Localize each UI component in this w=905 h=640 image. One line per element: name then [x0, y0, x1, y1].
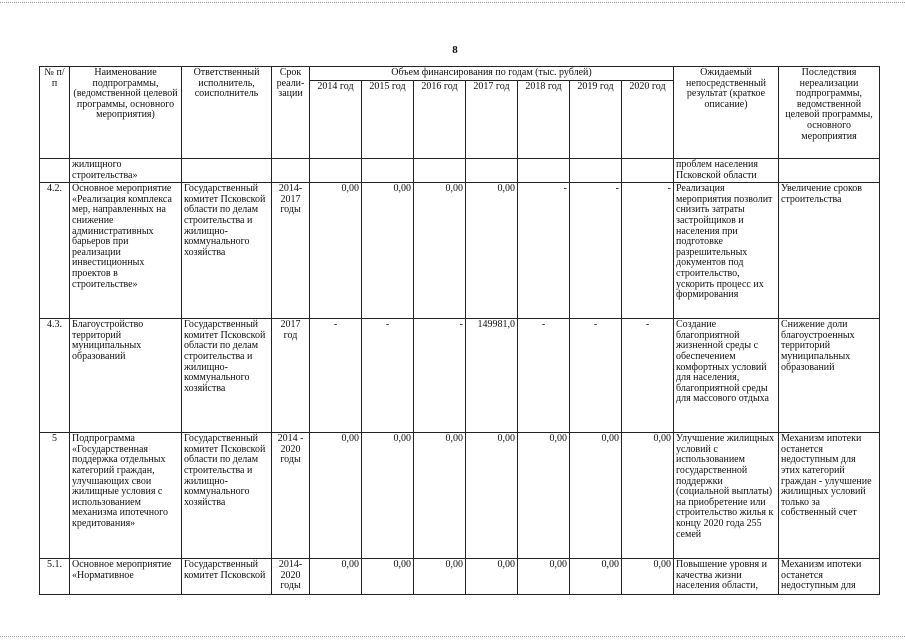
- cell-result: Повышение уровня и качества жизни населения области,: [674, 559, 779, 595]
- cell-value: -: [622, 319, 674, 433]
- cell-value: 0,00: [310, 433, 362, 559]
- cell-value: 0,00: [466, 183, 518, 319]
- cell-value: -: [310, 319, 362, 433]
- cell-value: 0,00: [310, 559, 362, 595]
- cell-value: [362, 159, 414, 183]
- scan-edge-bottom: [0, 636, 905, 637]
- header-row: [40, 67, 880, 81]
- cell-name: Подпрограмма «Государственная поддержка отдельных категорий граждан, улучшающих свои жилищные условия с использованием механизма ипотечного кредитования»: [70, 433, 182, 559]
- cell-value: 0,00: [362, 183, 414, 319]
- cell-result: Создание благоприятной жизненной среды с обеспечением комфортных условий для населения, благоприятной среды для массового отдыха: [674, 319, 779, 433]
- cell-executor: [182, 159, 272, 183]
- cell-value: [310, 159, 362, 183]
- cell-value: -: [518, 319, 570, 433]
- cell-value: [414, 159, 466, 183]
- cell-value: -: [414, 319, 466, 433]
- table-row: [40, 559, 880, 595]
- cell-value: 0,00: [466, 433, 518, 559]
- header-year: 2020 год: [622, 81, 674, 159]
- cell-executor: Государственный комитет Псковской: [182, 559, 272, 595]
- cell-term: [272, 159, 310, 183]
- cell-value: -: [570, 319, 622, 433]
- scan-edge-top: [0, 2, 905, 3]
- header-result: Ожидаемый непосредственный результат (краткое описание): [674, 67, 779, 159]
- header-financing: Объем финансирования по годам (тыс. рублей): [310, 67, 674, 81]
- cell-name: Основное мероприятие «Реализация комплекса мер, направленных на снижение административных барьеров при реализации инвестиционных проектов в строительстве»: [70, 183, 182, 319]
- cell-value: 0,00: [414, 183, 466, 319]
- cell-name: жилищного строительства»: [70, 159, 182, 183]
- header-num: № п/п: [40, 67, 70, 159]
- cell-term: 2014 - 2020 годы: [272, 433, 310, 559]
- cell-name: Основное мероприятие «Нормативное: [70, 559, 182, 595]
- cell-value: 0,00: [466, 559, 518, 595]
- cell-num: 5.1.: [40, 559, 70, 595]
- cell-term: 2014-2020 годы: [272, 559, 310, 595]
- page-number: 8: [452, 44, 458, 56]
- table-row: [40, 433, 880, 559]
- header-year: 2015 год: [362, 81, 414, 159]
- cell-executor: Государственный комитет Псковской области по делам строительства и жилищно-коммунального хозяйства: [182, 319, 272, 433]
- cell-value: 0,00: [310, 183, 362, 319]
- cell-consequences: Механизм ипотеки останется недоступным для: [779, 559, 880, 595]
- cell-num: 5: [40, 433, 70, 559]
- cell-consequences: Увеличение сроков строительства: [779, 183, 880, 319]
- financing-table: [39, 66, 880, 595]
- table-row: [40, 183, 880, 319]
- cell-value: 0,00: [414, 559, 466, 595]
- cell-executor: Государственный комитет Псковской области по делам строительства и жилищно-коммунального хозяйства: [182, 183, 272, 319]
- cell-name: Благоустройство территорий муниципальных образований: [70, 319, 182, 433]
- header-executor: Ответственный исполнитель, соисполнитель: [182, 67, 272, 159]
- cell-value: [622, 159, 674, 183]
- header-name: Наименование подпрограммы, (ведомственной целевой программы, основного мероприятия): [70, 67, 182, 159]
- cell-result: Реализация мероприятия позволит снизить затраты застройщиков и населения при подготовке разрешительных документов под строительство, ускорить процесс их формирования: [674, 183, 779, 319]
- cell-value: 0,00: [570, 559, 622, 595]
- cell-value: [518, 159, 570, 183]
- cell-value: 0,00: [414, 433, 466, 559]
- header-term: Срок реали-зации: [272, 67, 310, 159]
- cell-value: 0,00: [518, 433, 570, 559]
- cell-value: 0,00: [570, 433, 622, 559]
- cell-result: Улучшение жилищных условий с использованием государственной поддержки (социальной выплаты) на приобретение или строительство жилья к концу 2020 года 255 семей: [674, 433, 779, 559]
- header-year: 2014 год: [310, 81, 362, 159]
- cell-value: [466, 159, 518, 183]
- cell-value: [570, 159, 622, 183]
- header-year: 2016 год: [414, 81, 466, 159]
- cell-value: -: [518, 183, 570, 319]
- cell-result: проблем населения Псковской области: [674, 159, 779, 183]
- header-consequences: Последствия нереализации подпрограммы, ведомственной целевой программы, основного мероприятия: [779, 67, 880, 159]
- cell-term: 2017 год: [272, 319, 310, 433]
- cell-value: 149981,0: [466, 319, 518, 433]
- header-year: 2019 год: [570, 81, 622, 159]
- cell-consequences: Снижение доли благоустроенных территорий муниципальных образований: [779, 319, 880, 433]
- cell-value: -: [362, 319, 414, 433]
- cell-num: 4.2.: [40, 183, 70, 319]
- cell-term: 2014-2017 годы: [272, 183, 310, 319]
- cell-value: 0,00: [622, 559, 674, 595]
- cell-value: -: [570, 183, 622, 319]
- cell-num: 4.3.: [40, 319, 70, 433]
- cell-num: [40, 159, 70, 183]
- header-year: 2018 год: [518, 81, 570, 159]
- cell-consequences: Механизм ипотеки останется недоступным для этих категорий граждан - улучшение жилищных условий только за собственный счет: [779, 433, 880, 559]
- cell-executor: Государственный комитет Псковской области по делам строительства и жилищно-коммунального хозяйства: [182, 433, 272, 559]
- cell-value: -: [622, 183, 674, 319]
- cell-value: 0,00: [622, 433, 674, 559]
- header-year: 2017 год: [466, 81, 518, 159]
- cell-value: 0,00: [362, 559, 414, 595]
- table-row: [40, 159, 880, 183]
- cell-value: 0,00: [518, 559, 570, 595]
- cell-value: 0,00: [362, 433, 414, 559]
- table-row: [40, 319, 880, 433]
- cell-consequences: [779, 159, 880, 183]
